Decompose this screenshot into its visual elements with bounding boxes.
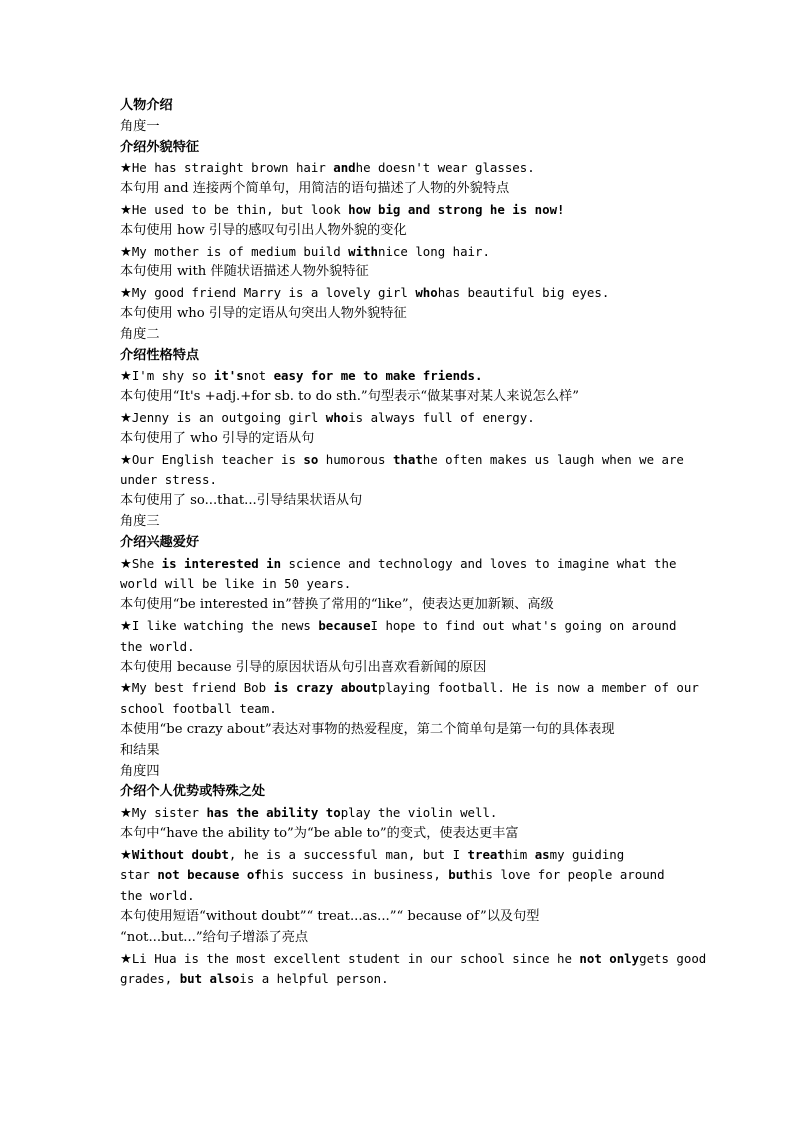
sentence-part: is interested in: [161, 555, 282, 571]
section-heading: [120, 138, 680, 159]
note-text: 本句使用了 so...that...引导结果状语从句: [120, 493, 363, 509]
section-heading: [120, 346, 680, 367]
sentence-part: I hope to find out what's going on around: [370, 617, 677, 633]
sentence-part: and: [333, 160, 356, 176]
note-text: 本句使用 because 引导的原因状语从句引出喜欢看新闻的原因: [120, 659, 487, 675]
example-sentence-continued: [120, 886, 680, 907]
sentence-part: has the ability to: [206, 805, 341, 821]
sentence-part: his success in business,: [261, 867, 449, 883]
note-text: 本句使用“be interested in”替换了常用的“like”，使表达更加新颖、高级: [120, 597, 554, 613]
sentence-part: Li Hua is the most excellent student in our school since he: [131, 950, 580, 966]
heading-text: 介绍兴趣爱好: [120, 534, 200, 550]
sentence-part: My good friend Marry is a lovely girl: [131, 285, 416, 301]
angle-label: [120, 512, 680, 533]
sentence-part: playing football. He is now a member of our: [378, 680, 699, 696]
angle-label: [120, 762, 680, 783]
explanation-note: [120, 429, 680, 450]
sentence-part: world will be like in 50 years.: [120, 576, 352, 592]
example-sentence: [120, 450, 684, 471]
note-text: “not...but...”给句子增添了亮点: [120, 929, 309, 945]
sentence-part: with: [348, 243, 379, 259]
heading-text: 介绍外貌特征: [120, 139, 200, 155]
sentence-part: is always full of energy.: [348, 409, 535, 425]
example-sentence: [120, 803, 680, 824]
explanation-note: [120, 304, 680, 325]
sentence-part: so: [303, 451, 319, 467]
sentence-part: My sister: [131, 805, 207, 821]
section-heading: [120, 782, 680, 803]
example-sentence-continued: [120, 470, 680, 491]
sentence-part: , he is a successful man, but I: [228, 846, 468, 862]
sentence-part: who: [325, 409, 349, 425]
sentence-part: not: [243, 368, 274, 384]
explanation-note: [120, 179, 680, 200]
sentence-part: I'm shy so: [131, 368, 214, 384]
sentence-part: My mother is of medium build: [131, 243, 349, 259]
sentence-part: him: [504, 846, 535, 862]
explanation-note: [120, 491, 680, 512]
note-text: 本句中“have the ability to”为“be able to”的变式，使表达更丰富: [120, 825, 519, 841]
angle-label: [120, 325, 680, 346]
sentence-part: play the violin well.: [340, 805, 498, 821]
example-sentence: [120, 242, 680, 263]
sentence-part: ★: [120, 161, 132, 177]
sentence-part: he often makes us laugh when we are: [422, 451, 684, 467]
sentence-part: the world.: [120, 888, 195, 904]
sentence-part: My best friend Bob: [131, 680, 274, 696]
explanation-note: [120, 658, 680, 679]
note-text: 和结果: [120, 742, 160, 758]
sentence-part: ★: [120, 369, 132, 385]
note-text: 本句使用了 who 引导的定语从句: [120, 430, 315, 446]
example-sentence: [120, 158, 680, 179]
sentence-part: his love for people around: [470, 867, 665, 883]
angle-text: 角度四: [120, 763, 160, 779]
sentence-part: nice long hair.: [378, 243, 490, 259]
sentence-part: He has straight brown hair: [131, 160, 334, 176]
sentence-part: Jenny is an outgoing girl: [131, 409, 326, 425]
note-text: 本句使用 with 伴随状语描述人物外貌特征: [120, 264, 369, 280]
explanation-note-continued: [120, 928, 680, 949]
sentence-part: Our English teacher is: [131, 451, 304, 467]
explanation-note: [120, 262, 680, 283]
sentence-part: under stress.: [120, 472, 217, 488]
angle-text: 角度二: [120, 326, 160, 342]
sentence-part: ★: [120, 286, 132, 302]
heading-text: 介绍个人优势或特殊之处: [120, 784, 266, 800]
sentence-part: ★: [120, 951, 132, 967]
example-sentence: [120, 678, 699, 699]
sentence-part: ★: [120, 202, 132, 218]
sentence-part: not only: [579, 950, 640, 966]
sentence-part: has beautiful big eyes.: [437, 285, 610, 301]
note-text: 本句使用 how 引导的感叹句引出人物外貌的变化: [120, 222, 407, 238]
sentence-part: he doesn't wear glasses.: [355, 160, 535, 176]
sentence-part: as: [534, 846, 550, 862]
note-text: 本句使用短语“without doubt”“ treat...as...”“ because of”以及句型: [120, 909, 540, 925]
example-sentence: [120, 283, 680, 304]
note-text: 本句使用 who 引导的定语从句突出人物外貌特征: [120, 305, 407, 321]
example-sentence: [120, 616, 680, 637]
sentence-part: that: [392, 451, 423, 467]
explanation-note: [120, 221, 680, 242]
sentence-part: ★: [120, 452, 132, 468]
example-sentence-continued: [120, 699, 680, 720]
sentence-part: but also: [179, 971, 240, 987]
example-sentence: [120, 366, 680, 387]
explanation-note: [120, 824, 680, 845]
sentence-part: easy for me to make friends.: [273, 368, 483, 384]
title-text: 人物介绍: [120, 98, 173, 113]
example-sentence-continued: [120, 574, 680, 595]
sentence-part: gets good: [639, 950, 707, 966]
sentence-part: ★: [120, 806, 132, 822]
example-sentence: [120, 408, 680, 429]
sentence-part: She: [131, 555, 162, 571]
sentence-part: grades,: [120, 971, 180, 987]
sentence-part: but: [448, 867, 471, 883]
sentence-part: ★: [120, 618, 132, 634]
explanation-note: [120, 907, 680, 928]
sentence-part: school football team.: [120, 701, 277, 717]
sentence-part: it's: [213, 368, 244, 384]
note-text: 本使用“be crazy about”表达对事物的热爱程度，第二个简单句是第一句的具体表现: [120, 721, 615, 737]
angle-label: [120, 117, 680, 138]
sentence-part: ★: [120, 410, 132, 426]
note-text: 本句使用“It's +adj.+for sb. to do sth.”句型表示“做某事对某人来说怎么样”: [120, 389, 579, 405]
example-sentence-continued: [120, 865, 680, 886]
sentence-part: is crazy about: [273, 680, 379, 696]
document-page: [120, 96, 707, 990]
sentence-part: who: [415, 285, 438, 301]
example-sentence-continued: [120, 969, 680, 990]
sentence-part: ★: [120, 244, 132, 260]
explanation-note-continued: [120, 741, 680, 762]
sentence-part: star: [120, 867, 158, 883]
example-sentence: [120, 845, 680, 866]
example-sentence-continued: [120, 637, 680, 658]
explanation-note: [120, 595, 680, 616]
explanation-note: [120, 720, 680, 741]
sentence-part: is a helpful person.: [239, 971, 389, 987]
document-title: [120, 96, 680, 117]
sentence-part: how big and strong he is now!: [348, 201, 565, 217]
sentence-part: the world.: [120, 638, 195, 654]
angle-text: 角度一: [120, 118, 160, 134]
sentence-part: science and technology and loves to imagine what the: [281, 555, 677, 571]
sentence-part: treat: [467, 846, 505, 862]
note-text: 本句用 and 连接两个简单句，用简洁的语句描述了人物的外貌特点: [120, 181, 510, 197]
explanation-note: [120, 387, 680, 408]
angle-text: 角度三: [120, 513, 160, 529]
sentence-part: not because of: [157, 867, 262, 883]
example-sentence: [120, 200, 680, 221]
sentence-part: ★: [120, 847, 132, 863]
sentence-part: because: [318, 617, 371, 633]
sentence-part: ★: [120, 681, 132, 697]
example-sentence: [120, 949, 707, 970]
sentence-part: He used to be thin, but look: [131, 201, 349, 217]
example-sentence: [120, 554, 680, 575]
sentence-part: Without doubt: [131, 846, 229, 862]
heading-text: 介绍性格特点: [120, 347, 200, 363]
sentence-part: humorous: [318, 451, 393, 467]
sentence-part: ★: [120, 556, 132, 572]
section-heading: [120, 533, 680, 554]
sentence-part: I like watching the news: [131, 617, 319, 633]
sentence-part: my guiding: [549, 846, 625, 862]
